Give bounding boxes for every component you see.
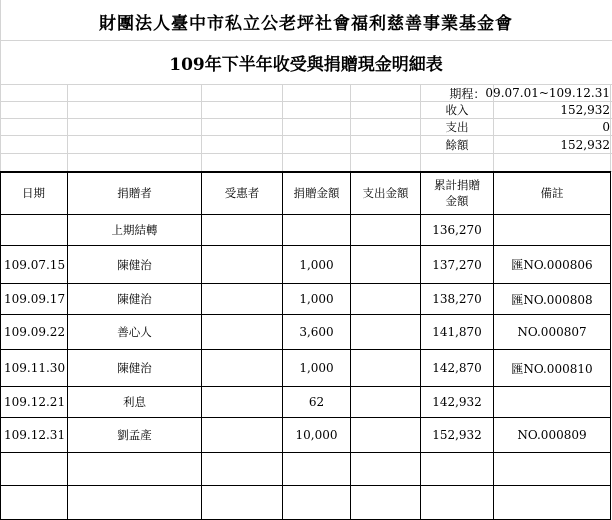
table-row-date: 109.11.30 bbox=[4, 361, 66, 375]
table-border bbox=[0, 349, 611, 350]
table-row-remark: NO.000807 bbox=[517, 325, 587, 339]
cumulative-header-line2: 金額 bbox=[445, 194, 469, 208]
table-border bbox=[420, 171, 421, 519]
table-border bbox=[0, 314, 611, 315]
table-border bbox=[493, 171, 494, 519]
table-row-donor: 陳健治 bbox=[117, 292, 152, 306]
table-row-remark: NO.000809 bbox=[517, 428, 587, 442]
table-border bbox=[0, 386, 611, 387]
grid-line bbox=[282, 84, 283, 171]
table-border bbox=[0, 452, 611, 453]
table-border bbox=[0, 283, 611, 284]
column-header-recipient: 受惠者 bbox=[224, 186, 260, 200]
period-cell bbox=[421, 85, 610, 101]
balance-value: 152,932 bbox=[560, 137, 610, 152]
foundation-title: 財團法人臺中市私立公老坪社會福利慈善事業基金會 bbox=[99, 13, 513, 34]
table-border bbox=[0, 245, 611, 246]
table-row-amount: 1,000 bbox=[299, 361, 334, 375]
table-border bbox=[67, 171, 68, 519]
table-row-remark: 匯NO.000806 bbox=[511, 258, 593, 272]
table-row-date: 109.07.15 bbox=[4, 257, 66, 272]
cumulative-header-line1: 累計捐贈 bbox=[434, 178, 480, 192]
grid-line bbox=[610, 84, 611, 171]
income-label: 收入 bbox=[445, 103, 469, 117]
grid-line bbox=[350, 84, 351, 171]
table-border bbox=[0, 171, 611, 173]
expense-value: 0 bbox=[602, 120, 610, 134]
grid-line bbox=[201, 84, 202, 171]
table-row-donor: 陳健治 bbox=[117, 361, 152, 375]
balance-label: 餘額 bbox=[445, 137, 469, 152]
grid-line bbox=[67, 84, 68, 171]
table-row-amount: 1,000 bbox=[299, 257, 334, 272]
table-row-date: 109.09.17 bbox=[4, 292, 66, 306]
table-border bbox=[282, 171, 283, 519]
table-row-amount: 3,600 bbox=[299, 325, 334, 339]
column-header-donor: 捐贈者 bbox=[117, 186, 152, 200]
table-row-cumulative: 142,870 bbox=[432, 361, 482, 375]
table-row-date bbox=[4, 215, 67, 245]
table-border bbox=[201, 171, 202, 519]
table-row-cumulative: 141,870 bbox=[432, 325, 482, 339]
grid-line bbox=[0, 40, 612, 41]
table-border bbox=[0, 214, 611, 215]
table-row-donor: 善心人 bbox=[117, 325, 152, 339]
table-row-cumulative: 142,932 bbox=[432, 395, 482, 409]
table-row-donor: 利息 bbox=[123, 395, 146, 409]
report-title: 109年下半年收受與捐贈現金明細表 bbox=[169, 54, 443, 75]
column-header-donation-amount: 捐贈金額 bbox=[293, 186, 340, 200]
table-border bbox=[0, 417, 611, 418]
column-header-remarks: 備註 bbox=[540, 186, 564, 200]
column-header-date: 日期 bbox=[22, 186, 45, 200]
table-border bbox=[0, 485, 611, 486]
table-row-donor: 劉孟產 bbox=[117, 428, 152, 442]
table-row-date: 109.12.31 bbox=[4, 428, 66, 442]
table-row-cumulative: 136,270 bbox=[432, 223, 482, 237]
table-row-amount bbox=[283, 215, 350, 245]
table-row-remark: 匯NO.000808 bbox=[511, 292, 593, 307]
grid-line bbox=[0, 153, 612, 154]
expense-label: 支出 bbox=[445, 120, 469, 134]
table-row-amount: 10,000 bbox=[295, 428, 338, 442]
table-row-cumulative: 138,270 bbox=[432, 292, 482, 306]
table-row-amount: 62 bbox=[308, 395, 325, 409]
column-header-cumulative bbox=[421, 172, 493, 214]
income-value: 152,932 bbox=[560, 103, 610, 117]
table-border bbox=[350, 171, 351, 519]
table-border bbox=[610, 171, 611, 519]
table-row-date: 109.12.21 bbox=[4, 395, 66, 409]
table-row-donor: 陳健治 bbox=[117, 257, 152, 272]
table-row-cumulative: 152,932 bbox=[432, 428, 482, 442]
period-label: 期程： bbox=[449, 86, 486, 101]
table-row-remark: 匯NO.000810 bbox=[511, 361, 593, 376]
table-row-remark bbox=[494, 215, 610, 245]
table-row-cumulative: 137,270 bbox=[432, 257, 482, 272]
period-value: 09.07.01~109.12.31 bbox=[485, 86, 610, 100]
table-border bbox=[0, 171, 1, 519]
table-row-amount: 1,000 bbox=[299, 292, 334, 306]
column-header-expense-amount: 支出金額 bbox=[362, 186, 409, 200]
table-row-donor: 上期結轉 bbox=[111, 223, 158, 237]
table-row-remark bbox=[494, 387, 610, 417]
table-row-date: 109.09.22 bbox=[4, 325, 66, 339]
